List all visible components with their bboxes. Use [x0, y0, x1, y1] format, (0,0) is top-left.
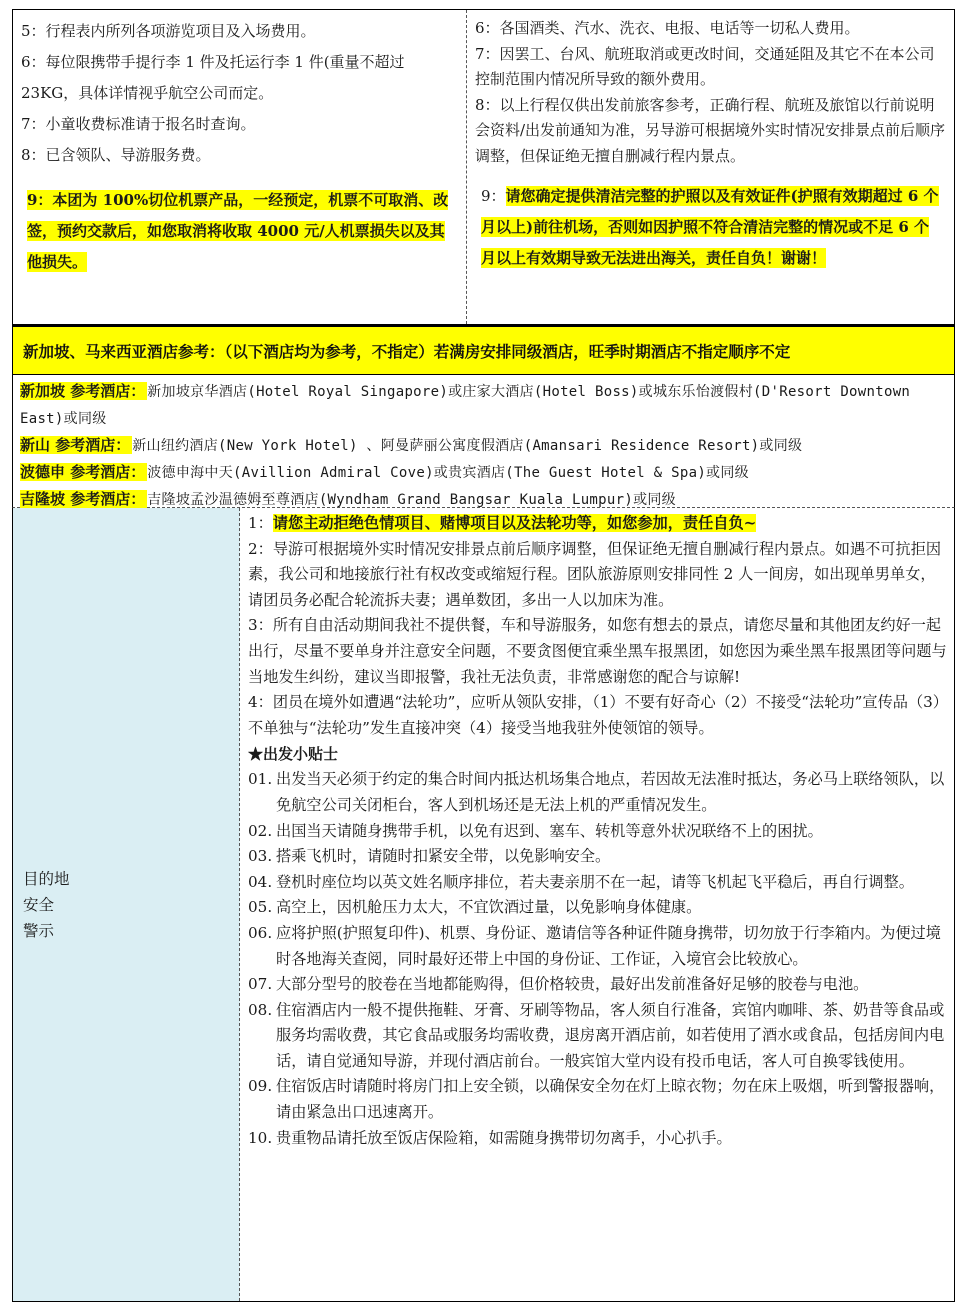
tip-text: 住宿饭店时请随时将房门扣上安全锁，以确保安全勿在灯上晾衣物；勿在床上吸烟，听到警报器响，请由紧急出口迅速离开。 [276, 1077, 945, 1122]
safety-label-line: 警示 [23, 921, 55, 940]
tip-number: 07. [248, 975, 273, 994]
passport-notice [475, 181, 946, 274]
hotel-row-singapore [20, 378, 954, 432]
hotel-names: 新山纽约酒店(New York Hotel) 、阿曼萨丽公寓度假酒店(Amansari Residence Resort)或同级 [132, 438, 803, 454]
note-line: 5：行程表内所列各项游览项目及入场费用。 [21, 22, 316, 40]
tip-item [248, 921, 948, 972]
safety-content [240, 508, 954, 1301]
tip-text: 大部分型号的胶卷在当地都能购得，但价格较贵，最好出发前准备好足够的胶卷与电池。 [276, 975, 869, 994]
tip-number: 02. [248, 821, 273, 840]
tip-number: 09. [248, 1077, 273, 1096]
tip-number: 04. [248, 872, 273, 891]
safety-item-number: 1： [248, 514, 273, 532]
hotel-names: 新加坡京华酒店(Hotel Royal Singapore)或庄家大酒店(Hotel Boss)或城东乐怡渡假村(D'Resort Downtown East)或同级 [20, 384, 911, 427]
safety-paragraph: 3：所有自由活动期间我社不提供餐，车和导游服务，如您有想去的景点，请您尽量和其他团友约好一起出行，尽量不要单身并注意安全问题，不要贪图便宜乘坐黑车报黑团，如您因为乘坐黑车报黑团等问题与当地发生纠纷，建议当即报警，我社无法负责，非常感谢您的配合与谅解! [248, 616, 947, 686]
safety-label-line: 安全 [23, 895, 55, 914]
ticket-notice-text: 9：本团为 100%切位机票产品，一经预定，机票不可取消、改签，预约交款后，如您取消将收取 4000 元/人机票损失以及其他损失。 [27, 191, 449, 271]
hotel-city-label: 新加坡 参考酒店： [20, 382, 146, 400]
tip-text: 出发当天必须于约定的集合时间内抵达机场集合地点，若因故无法准时抵达，务必马上联络领队，以免航空公司关闭柜台，客人到机场还是无法上机的严重情况发生。 [276, 770, 945, 814]
tip-number: 03. [248, 847, 273, 866]
hotel-row-port-dickson [20, 459, 954, 486]
excluded-items-column [467, 10, 954, 324]
tip-text: 应将护照(护照复印件)、机票、身份证、邀请信等各种证件随身携带，切勿放于行李箱内。为便过境时各地海关查阅，同时最好还带上中国的身份证、工作证，入境官会比较放心。 [276, 923, 941, 968]
hotel-row-johor [20, 432, 954, 459]
note-line: 7：因罢工、台风、航班取消或更改时间，交通延阻及其它不在本公司控制范围内情况所导致的额外费用。 [475, 44, 935, 88]
destination-safety-section [12, 507, 955, 1302]
tip-text: 高空上，因机舱压力太大，不宜饮酒过量，以免影响身体健康。 [276, 898, 702, 917]
hotel-city-label: 吉隆坡 参考酒店： [20, 490, 146, 508]
departure-tips-title: ★出发小贴士 [248, 745, 339, 764]
passport-notice-number: 9： [481, 187, 506, 205]
tip-text: 住宿酒店内一般不提供拖鞋、牙膏、牙刷等物品，客人须自行准备，宾馆内咖啡、茶、奶昔等食品或服务均需收费，其它食品或服务均需收费，退房离开酒店前，如若使用了酒水或食品，包括房间内电话，请自觉通知导游，并现付酒店前台。一般宾馆大堂内设有投币电话，客人可自换零钱使用。 [276, 1000, 945, 1070]
safety-label-line: 目的地 [23, 869, 70, 888]
tip-item [248, 972, 948, 998]
hotel-reference-title: 新加坡、马来西亚酒店参考：（以下酒店均为参考，不指定）若满房安排同级酒店，旺季时期酒店不指定顺序不定 [23, 341, 791, 361]
tip-item [248, 895, 948, 921]
tip-item [248, 819, 948, 845]
tip-number: 01. [248, 770, 273, 789]
hotel-city-label: 新山 参考酒店： [20, 436, 131, 454]
tip-text: 出国当天请随身携带手机，以免有迟到、塞车、转机等意外状况联络不上的困扰。 [276, 821, 823, 840]
tip-item [248, 1074, 948, 1125]
tip-item [248, 998, 948, 1075]
tip-number: 06. [248, 923, 273, 942]
tip-number: 05. [248, 898, 273, 917]
safety-item-1 [248, 511, 948, 537]
safety-item-1-text: 请您主动拒绝色情项目、赌博项目以及法轮功等，如您参加，责任自负~ [272, 514, 757, 532]
hotel-names: 波德申海中天(Avillion Admiral Cove)或贵宾酒店(The Guest Hotel & Spa)或同级 [147, 465, 749, 481]
hotel-city-label: 波德申 参考酒店： [20, 463, 146, 481]
safety-paragraph: 4：团员在境外如遭遇“法轮功”，应听从领队安排，（1）不要有好奇心（2）不接受“法轮功”宣传品（3）不单独与“法轮功”发生直接冲突（4）接受当地我驻外使领馆的领导。 [248, 693, 948, 737]
tip-number: 08. [248, 1000, 273, 1019]
ticket-notice [21, 185, 458, 278]
tip-number: 10. [248, 1128, 273, 1147]
safety-label-cell [13, 508, 240, 1301]
safety-label [23, 866, 70, 944]
itinerary-notes-page [12, 9, 955, 1302]
tip-item [248, 870, 948, 896]
hotel-reference-header [12, 325, 955, 375]
tip-item [248, 1126, 948, 1152]
note-line: 6：每位限携带手提行李 1 件及托运行李 1 件(重量不超过 23KG，具体详情视乎航空公司而定。 [21, 53, 405, 102]
passport-notice-text: 请您确定提供清洁完整的护照以及有效证件(护照有效期超过 6 个月以上)前往机场，否则如因护照不符合清洁完整的情况或不足 6 个月以上有效期导致无法进出海关，责任自负！谢谢！ [481, 187, 939, 267]
tip-text: 登机时座位均以英文姓名顺序排位，若夫妻亲朋不在一起，请等飞机起飞平稳后，再自行调整。 [276, 872, 914, 891]
hotel-names: 吉隆坡孟沙温德姆至尊酒店(Wyndham Grand Bangsar Kuala Lumpur)或同级 [147, 492, 676, 508]
tip-text: 贵重物品请托放至饭店保险箱，如需随身携带切勿离手，小心扒手。 [276, 1128, 732, 1147]
note-line: 6：各国酒类、汽水、洗衣、电报、电话等一切私人费用。 [475, 19, 860, 37]
note-line: 8：以上行程仅供出发前旅客参考，正确行程、航班及旅馆以行前说明会资料/出发前通知为准，另导游可根据境外实时情况安排景点前后顺序调整，但保证绝无擅自删减行程内景点。 [475, 95, 946, 165]
tip-item [248, 767, 948, 818]
note-line: 8：已含领队、导游服务费。 [21, 146, 211, 164]
included-items-column [13, 10, 467, 324]
tip-item [248, 844, 948, 870]
tip-text: 搭乘飞机时，请随时扣紧安全带，以免影响安全。 [276, 847, 611, 866]
hotel-list [12, 375, 955, 507]
safety-paragraph: 2：导游可根据境外实时情况安排景点前后顺序调整，但保证绝无擅自删减行程内景点。如遇不可抗拒因素，我公司和地接旅行社有权改变或缩短行程。团队旅游原则安排同性 2 人一间房，如出现单男单女，请团员务必配合轮流拆夫妻；遇单数团，多出一人以加床为准。 [248, 539, 942, 609]
note-line: 7：小童收费标准请于报名时查询。 [21, 115, 256, 133]
fee-notes-table [12, 9, 955, 325]
